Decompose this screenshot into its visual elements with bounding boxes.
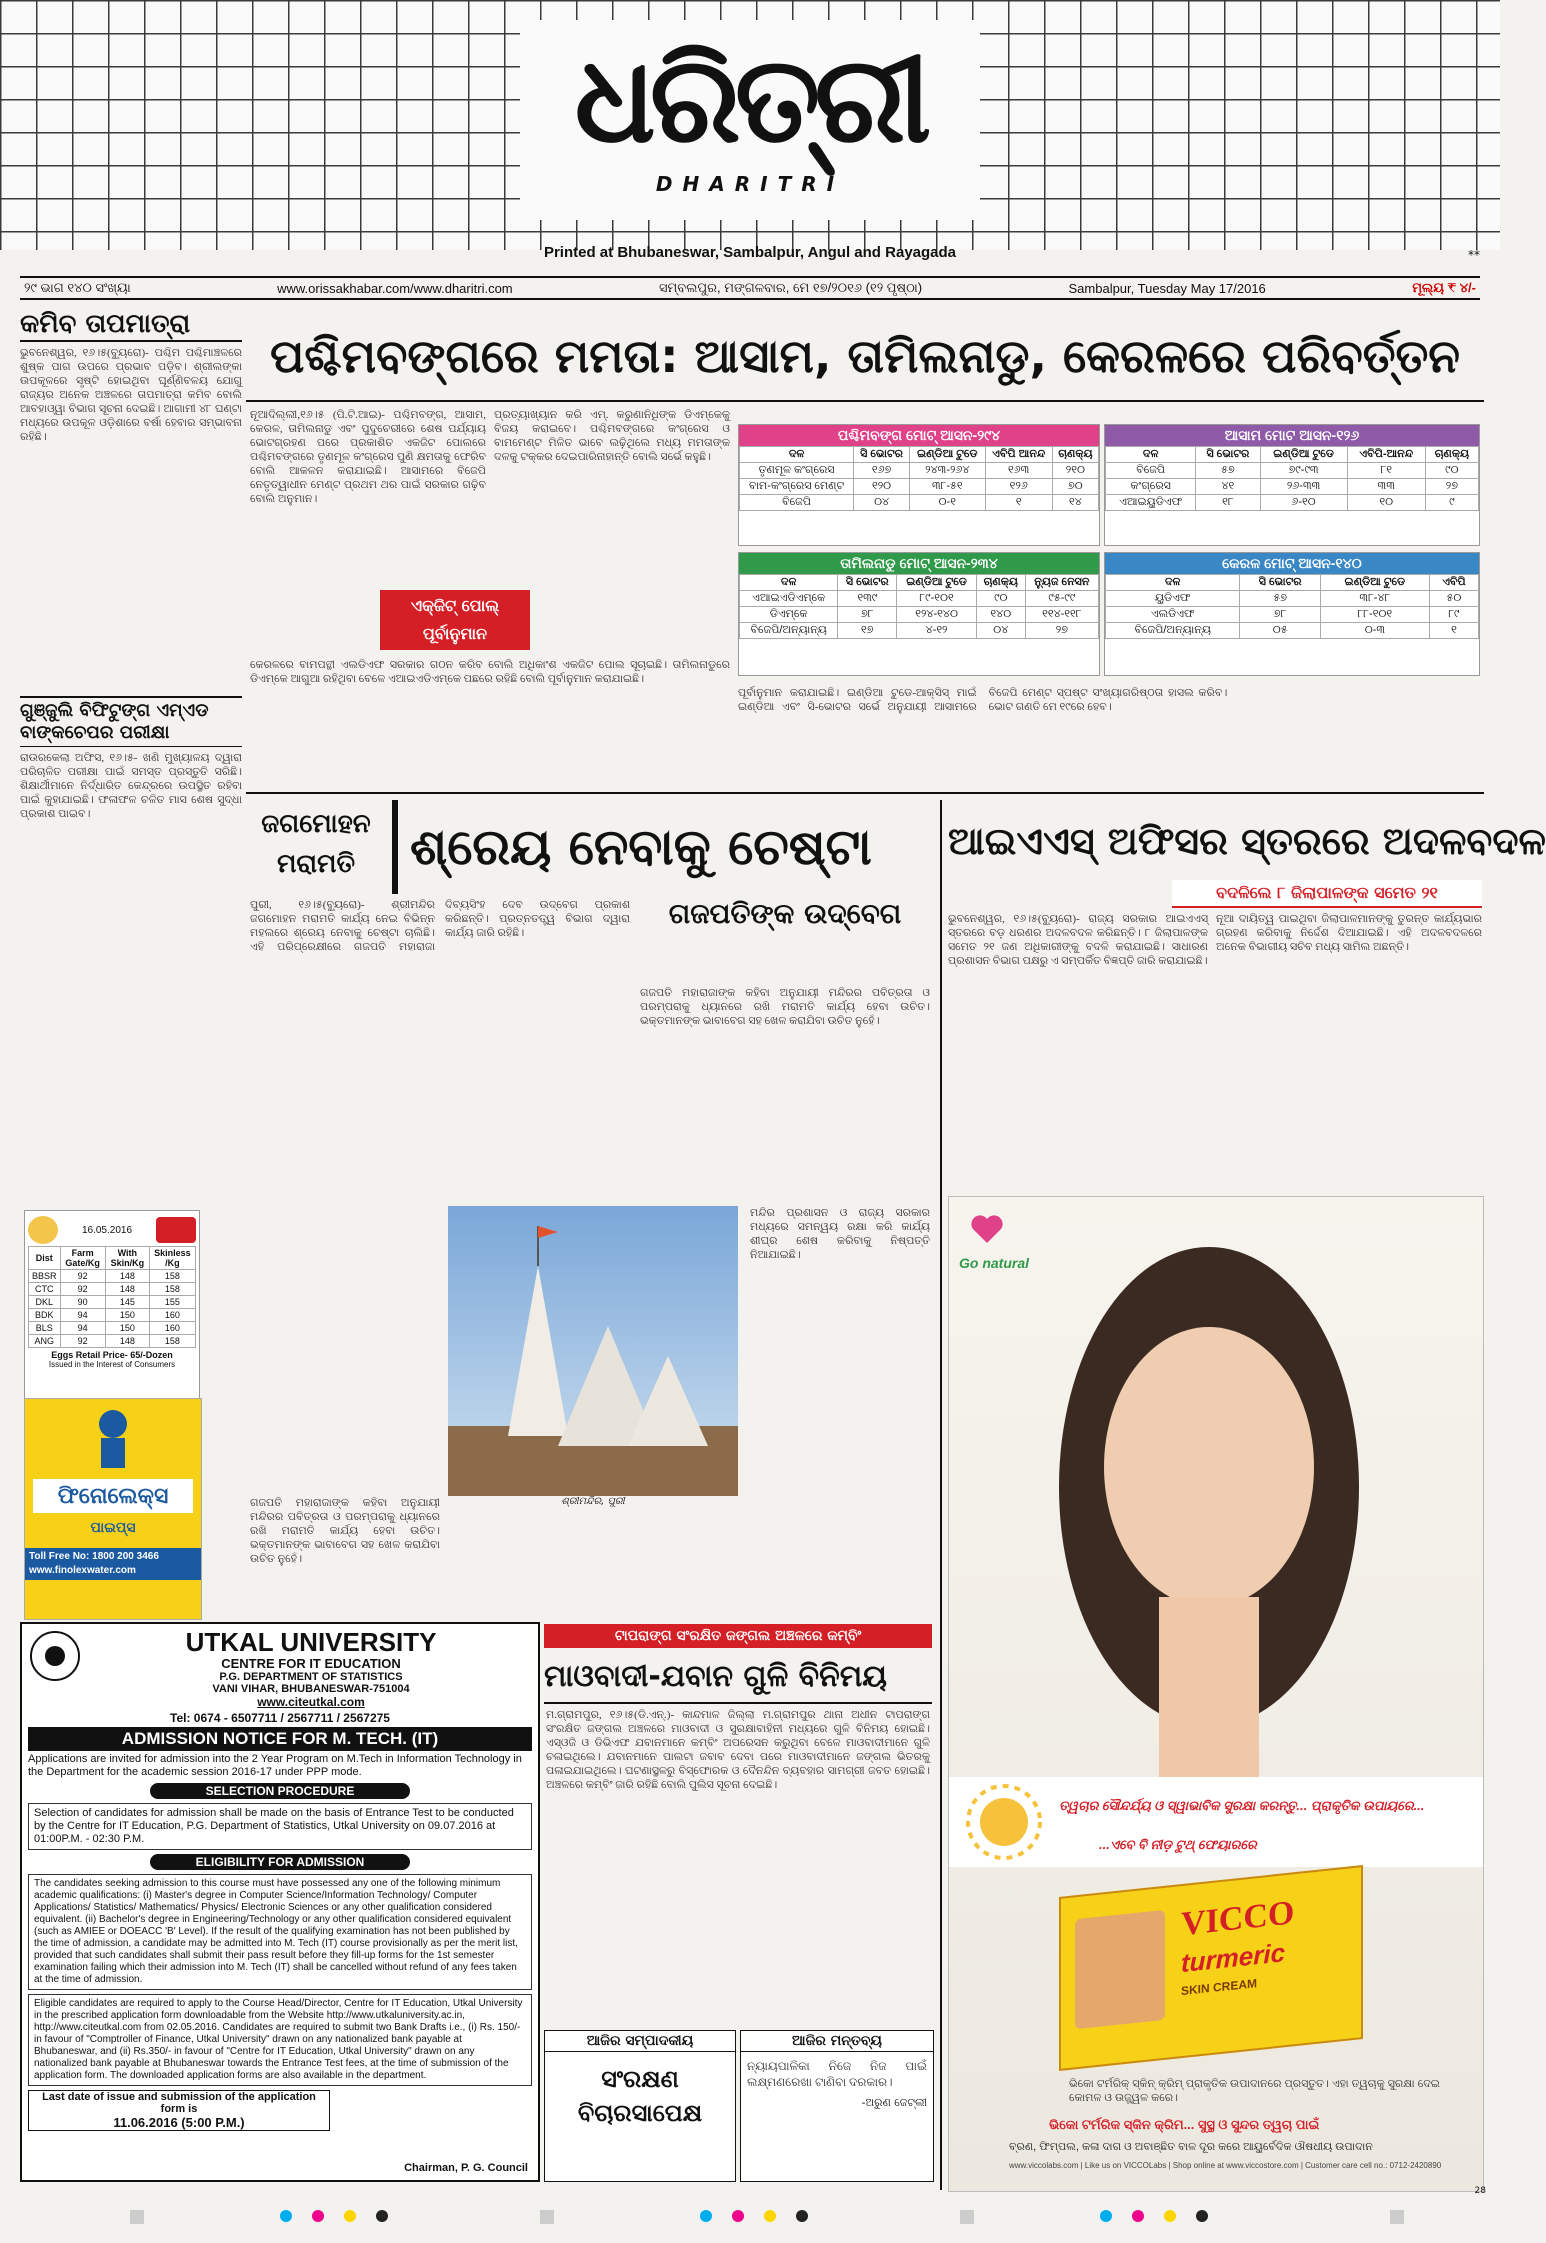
left-column bbox=[20, 308, 242, 1158]
signoff: Chairman, P. G. Council bbox=[404, 2162, 528, 2174]
kerala-table-box bbox=[1104, 552, 1480, 676]
table-cell: 148 bbox=[105, 1270, 149, 1283]
last-date-box bbox=[28, 2090, 330, 2131]
table-header-cell: With Skin/Kg bbox=[105, 1247, 149, 1270]
utkal-intro: Applications are invited for admission into the 2 Year Program on M.Tech in Information Technology in the Department for the academic session 2016-17 under PPP mode. bbox=[28, 1753, 522, 1778]
table-cell: 94 bbox=[60, 1309, 105, 1322]
table-cell: ୮୧ bbox=[1347, 463, 1425, 479]
temple-caption: ଶ୍ରୀମନ୍ଦିର, ପୁରୀ bbox=[561, 1496, 625, 1507]
exit-poll-tag: ଏକ୍ଜିଟ୍ ପୋଲ୍ ପୂର୍ବାନୁମାନ bbox=[380, 590, 530, 650]
table-header-cell: ଦଳ bbox=[740, 447, 854, 463]
last-date-label: Last date of issue and submission of the application form is bbox=[42, 2091, 316, 2115]
table-cell: BLS bbox=[29, 1322, 61, 1335]
jagannath-body-a: ପୁରୀ, ୧୬।୫(ବ୍ୟୁରୋ)- ଶ୍ରୀମନ୍ଦିର ଜଗମୋହନ ମରାମତି କାର୍ଯ୍ୟ ନେଇ ବିଭିନ୍ନ ମହଲରେ ଶ୍ରେୟ ନେବାକୁ ଚେଷ୍ଟା ଚାଲିଛି। ଏହି ପରିପ୍ରେକ୍ଷୀରେ ଗଜପତି ମହାରାଜା ଦିବ୍ୟସିଂହ ଦେବ ଉଦ୍‌ବେଗ ପ୍ରକାଶ କରିଛନ୍ତି। ପ୍ରତ୍ନତତ୍ତ୍ୱ ବିଭାଗ ଦ୍ୱାରା କାର୍ଯ୍ୟ ଜାରି ରହିଛି। bbox=[250, 899, 630, 953]
edition-stars: ** bbox=[1468, 248, 1480, 262]
kerala-total: ମୋଟ୍ ଆସନ-୧୪୦ bbox=[1264, 555, 1362, 571]
university-seal-icon bbox=[28, 1628, 82, 1688]
table-cell: ୧୩୯ bbox=[838, 591, 897, 607]
table-cell: ୫୭ bbox=[1196, 463, 1260, 479]
wb-table-box bbox=[738, 424, 1100, 546]
column-divider bbox=[940, 800, 942, 2190]
table-cell: କଂଗ୍ରେସ bbox=[1106, 479, 1196, 495]
egg-retail: Eggs Retail Price- 65/-Dozen bbox=[51, 1350, 173, 1360]
table-cell: ୨୪୩-୨୬୪ bbox=[909, 463, 985, 479]
table-header-cell: Skinless /Kg bbox=[149, 1247, 195, 1270]
table-cell: CTC bbox=[29, 1283, 61, 1296]
table-header-cell: ଚାଣକ୍ୟ bbox=[976, 575, 1025, 591]
selection-text: Selection of candidates for admission shall be made on the basis of Entrance Test to be conducted by the Centre for IT Education, P.G. Department of Statistics, Utkal University on 09.07.2016 at 01:00P.M. - 02:30 P.M. bbox=[28, 1803, 532, 1850]
table-cell: ୧୨୪-୧୪୦ bbox=[897, 607, 977, 623]
table-header-cell: ଦଳ bbox=[740, 575, 838, 591]
eligibility-title: ELIGIBILITY FOR ADMISSION bbox=[150, 1854, 410, 1870]
table-cell: ୧୪୦ bbox=[976, 607, 1025, 623]
wb-table-header bbox=[739, 425, 1099, 446]
table-row bbox=[740, 591, 1099, 607]
table-cell: ୪୧ bbox=[1196, 479, 1260, 495]
table-header-cell: ସି ଭୋଟର bbox=[1240, 575, 1320, 591]
table-cell: ୦୫ bbox=[1240, 623, 1320, 639]
temple-icon bbox=[448, 1206, 738, 1496]
egg-date: 16.05.2016 bbox=[81, 1224, 133, 1236]
table-cell: ୧୬୩ bbox=[985, 463, 1052, 479]
wb-total: ମୋଟ୍ ଆସନ-୨୯୪ bbox=[905, 427, 1001, 443]
table-cell: ବିଜେପି bbox=[740, 495, 854, 511]
assam-table bbox=[1105, 446, 1479, 511]
lead-body-a: ନୂଆଦିଲ୍ଲୀ,୧୬।୫ (ପି.ଟି.ଆଇ)- ପଶ୍ଚିମବଙ୍ଗ, ଆସାମ, କେରଳ, ତାମିଲନାଡୁ ଏବଂ ପୁଦୁଚେରୀରେ ଶେଷ ପର୍ଯ୍ୟାୟ ଭୋଟଗ୍ରହଣ ପରେ ପ୍ରକାଶିତ ଏକଜିଟ ପୋଲରେ ପଶ୍ଚିମବଙ୍ଗରେ ତୃଣମୂଳ କଂଗ୍ରେସ ପୁଣି କ୍ଷମତାକୁ ଫେରିବ ବୋଲି ଆକଳନ କରାଯାଇଛି। ଆସାମରେ ବିଜେପି ନେତୃତ୍ୱାଧୀନ ମେଣ୍ଟ ପ୍ରଥମ ଥର ପାଇଁ ସରକାର ଗଢ଼ିବ ବୋଲି ଅନୁମାନ। bbox=[250, 409, 486, 505]
side-label-2: ମରାମତି bbox=[276, 849, 356, 879]
table-cell: ୮୮-୧୦୧ bbox=[1320, 607, 1429, 623]
table-cell: 150 bbox=[105, 1309, 149, 1322]
assam-total: ମୋଟ ଆସନ-୧୨୬ bbox=[1264, 427, 1360, 443]
tn-title: ତାମିଲନାଡୁ bbox=[840, 555, 896, 571]
finolex-brand: ଫିନୋଲେକ୍ସ bbox=[33, 1479, 193, 1513]
volume: ୨୯ ଭାଗ ୧୪୦ ସଂଖ୍ୟା bbox=[24, 280, 131, 295]
vicco-go-natural: Go natural bbox=[959, 1255, 1030, 1271]
table-cell: ୨୭ bbox=[1425, 479, 1478, 495]
table-cell: ୭୮ bbox=[1240, 607, 1320, 623]
table-cell: ଏଆଇୟୁଡିଏଫ bbox=[1106, 495, 1196, 511]
last-date: 11.06.2016 (5:00 P.M.) bbox=[113, 2115, 245, 2130]
egg-table bbox=[28, 1246, 196, 1348]
table-cell: ୫୦ bbox=[1429, 591, 1478, 607]
ias-body-b: ନୂଆ ଦାୟିତ୍ୱ ପାଇଥିବା ଜିଲାପାଳମାନଙ୍କୁ ତୁରନ୍ତ କାର୍ଯ୍ୟଭାର ଗ୍ରହଣ କରିବାକୁ ନିର୍ଦ୍ଦେଶ ଦିଆଯାଇଛି। ଏହି ଅଦଳବଦଳରେ ଅନେକ ବିଭାଗୀୟ ସଚିବ ମଧ୍ୟ ସାମିଲ ଅଛନ୍ତି। bbox=[1216, 913, 1482, 953]
reg-dots-icon bbox=[1100, 2210, 1208, 2222]
reg-dots-icon bbox=[700, 2210, 808, 2222]
table-cell: ୧୨୦ bbox=[854, 479, 910, 495]
tn-table-header bbox=[739, 553, 1099, 574]
table-row bbox=[29, 1296, 196, 1309]
table-cell: ୧ bbox=[1429, 623, 1478, 639]
left-body-1: ଭୁବନେଶ୍ୱର, ୧୬।୫(ବ୍ୟୁରୋ)- ପଶ୍ଚିମ ପଶ୍ଚିମାଞ୍ଚଳରେ ଶୁଷ୍କ ପାଗ ଉପରେ ପ୍ରଭାବ ପଡ଼ିବ। ଶ୍ରୀଲଙ୍କା ଉପକୂଳରେ ସୃଷ୍ଟି ହୋଇଥିବା ଘୂର୍ଣ୍ଣିବଳୟ ଯୋଗୁ ରାଜ୍ୟର ଅନେକ ଅଞ୍ଚଳରେ ତାପମାତ୍ରା କମିବ ବୋଲି ଆବହାଓ୍ୱା ବିଭାଗ ସୂଚନା ଦେଇଛି। ଆଗାମୀ ୪୮ ଘଣ୍ଟା ମଧ୍ୟରେ ଉପକୂଳ ଓଡ଼ିଶାରେ ବର୍ଷା ହେବାର ସମ୍ଭାବନା ରହିଛି। bbox=[20, 347, 242, 443]
table-header-cell: ଦଳ bbox=[1106, 575, 1240, 591]
table-cell: ୧୭ bbox=[838, 623, 897, 639]
table-row bbox=[29, 1322, 196, 1335]
table-row bbox=[1106, 495, 1479, 511]
table-cell: ବିଜେପି/ଅନ୍ୟାନ୍ୟ bbox=[740, 623, 838, 639]
venkys-logo-icon bbox=[156, 1217, 196, 1243]
tn-total: ମୋଟ୍ ଆସନ-୨୩୪ bbox=[899, 555, 998, 571]
lead-body-b: ପ୍ରତ୍ୟାଖ୍ୟାନ କରି ଏମ୍. କରୁଣାନିଧିଙ୍କ ଡିଏମ୍‌କେକୁ ବିଜୟ କରାଇବେ। ପଶ୍ଚିମବଙ୍ଗରେ କଂଗ୍ରେସ ଓ ବାମମେଣ୍ଟ ମିଳିତ ଭାବେ ଲଢ଼ିଥିଲେ ମଧ୍ୟ ମମତାଙ୍କ ଦଳକୁ ଟକ୍କର ଦେଇପାରିନାହାନ୍ତି ବୋଲି ସର୍ଭେ କହୁଛି। bbox=[494, 409, 730, 463]
table-cell: 160 bbox=[149, 1309, 195, 1322]
table-cell: ୯୫-୯୯ bbox=[1025, 591, 1098, 607]
reg-square-icon bbox=[1390, 2210, 1404, 2224]
table-cell: ୭୮ bbox=[838, 607, 897, 623]
date-odia: ସମ୍ବଲପୁର, ମଙ୍ଗଳବାର, ମେ ୧୭/୨୦୧୬ (୧୨ ପୃଷ୍ଠା) bbox=[659, 280, 923, 295]
egg-issued: Issued in the Interest of Consumers bbox=[48, 1360, 176, 1369]
finolex-toll: Toll Free No: 1800 200 3466 bbox=[25, 1548, 201, 1565]
editorial-label: ଆଜିର ସମ୍ପାଦକୀୟ bbox=[545, 2031, 735, 2052]
table-header-cell: ସି ଭୋଟର bbox=[838, 575, 897, 591]
table-cell: ତୃଣମୂଳ କଂଗ୍ରେସ bbox=[740, 463, 854, 479]
table-cell: ୯୦ bbox=[1425, 463, 1478, 479]
registration-strip bbox=[0, 2186, 1500, 2240]
table-row bbox=[740, 463, 1099, 479]
table-row bbox=[29, 1335, 196, 1348]
comment-author: -ଅରୁଣ ଜେଟ୍‌ଲୀ bbox=[861, 2096, 927, 2109]
maoist-tag: ଟାପରାଙ୍ଗ ସଂରକ୍ଷିତ ଜଙ୍ଗଲ ଅଞ୍ଚଳରେ କମ୍ବିଂ bbox=[544, 1624, 932, 1648]
table-header-cell: ନ୍ୟୁଜ ନେସନ bbox=[1025, 575, 1098, 591]
table-header-cell: ଏବିପି bbox=[1429, 575, 1478, 591]
selection-title: SELECTION PROCEDURE bbox=[150, 1783, 410, 1799]
vicco-product-sub: turmeric bbox=[1181, 1937, 1286, 1979]
table-cell: ୦-୧ bbox=[909, 495, 985, 511]
table-header-cell: Dist bbox=[29, 1247, 61, 1270]
utkal-web[interactable]: www.citeutkal.com bbox=[257, 1695, 365, 1709]
table-cell: ୩୩ bbox=[1347, 479, 1425, 495]
table-header-cell: ଦଳ bbox=[1106, 447, 1196, 463]
table-row bbox=[740, 623, 1099, 639]
table-cell: ୭୯-୯୩ bbox=[1260, 463, 1347, 479]
masthead bbox=[520, 20, 980, 220]
lead-headline: ପଶ୍ଚିମବଙ୍ଗରେ ମମତା: ଆସାମ, ତାମିଲନାଡୁ, କେରଳରେ ପରିବର୍ତ୍ତନ bbox=[270, 329, 1460, 383]
finolex-web[interactable]: www.finolexwater.com bbox=[25, 1565, 201, 1580]
table-cell: ଏଲଡିଏଫ bbox=[1106, 607, 1240, 623]
centre-name: CENTRE FOR IT EDUCATION bbox=[221, 1656, 401, 1671]
table-cell: 92 bbox=[60, 1283, 105, 1296]
tn-table bbox=[739, 574, 1099, 639]
table-row bbox=[1106, 591, 1479, 607]
table-cell: 158 bbox=[149, 1270, 195, 1283]
finolex-ad[interactable] bbox=[24, 1398, 202, 1620]
jagannath-headline: ଶ୍ରେୟ ନେବାକୁ ଚେଷ୍ଟା bbox=[392, 800, 950, 894]
eligibility-text: The candidates seeking admission to this course must have possessed any one of the following minimum academic qualifications: (i) Master's degree in Computer Science/Information Technology/ Computer Applications/ Statistics/ Mathematics/ Physics/ Electronic Sciences or any other qualification considered equivalent. (ii) Bachelor's degree in Engineering/Technology or any other qualification considered equivalent (such as AMIEE or DOEACC 'B' Level). If the result of the qualifying examination has not been published by the time of admission, a candidate may be admitted into M. Tech (IT) course provisionally as per the merit list, provided that such candidates shall submit their pass result before they fill-up forms for the 1st semester examination failing which their admission into M. Tech (IT) shall be cancelled without refund of any fees taken at the time of admission. bbox=[28, 1874, 532, 1990]
price: ମୂଲ୍ୟ ₹ ୪/- bbox=[1412, 280, 1476, 295]
vicco-headline-2: ...ଏବେ ବି ନୀଡ଼ ଟୁଥ୍ ଫେୟାରରେ bbox=[1099, 1837, 1257, 1852]
table-cell: BDK bbox=[29, 1309, 61, 1322]
editorial-box bbox=[544, 2030, 736, 2182]
lead-bottom-rule bbox=[246, 792, 1484, 794]
assam-table-header bbox=[1105, 425, 1479, 446]
ias-headline: ଆଇଏଏସ୍ ଅଫିସର ସ୍ତରରେ ଅଦଳବଦଳ bbox=[948, 819, 1546, 863]
table-row bbox=[1106, 623, 1479, 639]
table-cell: ୩୮-୫୧ bbox=[909, 479, 985, 495]
comment-label: ଆଜିର ମନ୍ତବ୍ୟ bbox=[741, 2031, 933, 2052]
table-cell: 145 bbox=[105, 1296, 149, 1309]
table-cell: ANG bbox=[29, 1335, 61, 1348]
reg-dots-icon bbox=[280, 2210, 388, 2222]
reg-square-icon bbox=[960, 2210, 974, 2224]
kerala-table-header bbox=[1105, 553, 1479, 574]
utkal-ad bbox=[20, 1622, 540, 2182]
table-cell: ୧୬୭ bbox=[854, 463, 910, 479]
table-cell: 148 bbox=[105, 1335, 149, 1348]
assam-table-box bbox=[1104, 424, 1480, 546]
table-cell: ୦୪ bbox=[976, 623, 1025, 639]
reg-square-icon bbox=[540, 2210, 554, 2224]
vicco-product: VICCO bbox=[1181, 1894, 1295, 1944]
utkal-tel: Tel: 0674 - 6507711 / 2567711 / 2567275 bbox=[170, 1711, 390, 1725]
table-row bbox=[1106, 463, 1479, 479]
table-row bbox=[29, 1283, 196, 1296]
table-cell: 92 bbox=[60, 1335, 105, 1348]
dept-name: P.G. DEPARTMENT OF STATISTICS bbox=[219, 1671, 403, 1683]
table-cell: 92 bbox=[60, 1270, 105, 1283]
university-name: UTKAL UNIVERSITY bbox=[185, 1627, 437, 1657]
table-header-cell: ଇଣ୍ଡିଆ ଟୁଡେ bbox=[1320, 575, 1429, 591]
left-headline-2: ଗୁଞ୍ଜୁଲି ବିଫିଟୁଙ୍ଗ ଏମ୍ଏଡ ବାଙ୍କଚେପର ପରୀକ୍ଷା bbox=[20, 696, 242, 747]
tn-table-box bbox=[738, 552, 1100, 676]
jagannath-tail: ଗଜପତି ମହାରାଜାଙ୍କ କହିବା ଅନୁଯାୟୀ ମନ୍ଦିରର ପବିତ୍ରତା ଓ ପରମ୍ପରାକୁ ଧ୍ୟାନରେ ରଖି ମରାମତି କାର୍ଯ୍ୟ ହେବା ଉଚିତ। ଭକ୍ତମାନଙ୍କ ଭାବାବେଗ ସହ ଖେଳ କରାଯିବା ଉଚିତ ନୁହେଁ। bbox=[250, 1497, 440, 1565]
table-cell: ୦-୩ bbox=[1320, 623, 1429, 639]
maoist-headline: ମାଓବାଦୀ-ଯବାନ ଗୁଳି ବିନିମୟ bbox=[544, 1652, 932, 1704]
table-cell: 160 bbox=[149, 1322, 195, 1335]
apply-text: Eligible candidates are required to apply to the Course Head/Director, Centre for IT Education, Utkal University in the prescribed application form downloadable from the Website http://www.utkaluniversity.ac.in, http://www.citeutkal.com from 02.05.2016. Candidates are required to submit two Bank Drafts i.e., (i) Rs. 150/- in favour of "Comptroller of Finance, Utkal University" drawn on any nationalized bank payable at Bhubaneswar, and (ii) Rs.350/- in favour of "Centre for IT Education, Utkal University" drawn on any nationalized bank payable at Bhubaneswar towards the Entrance Test fees, at the time of submission of the application form. The downloaded application forms are also available in the department. bbox=[28, 1994, 532, 2086]
egg-price-box bbox=[24, 1210, 200, 1400]
table-cell: ୧୪ bbox=[1052, 495, 1098, 511]
product-face-icon bbox=[1075, 1910, 1165, 2029]
table-cell: ୬-୧୦ bbox=[1260, 495, 1347, 511]
table-row bbox=[740, 607, 1099, 623]
left-headline-1: କମିବ ତାପମାତ୍ରା bbox=[20, 308, 242, 342]
table-header-cell: ଏବିପି ଆନନ୍ଦ bbox=[985, 447, 1052, 463]
ias-subhead: ବଦଳିଲେ ୮ ଜିଲାପାଳଙ୍କ ସମେତ ୨୧ bbox=[1172, 880, 1482, 908]
ias-body-a: ଭୁବନେଶ୍ୱର, ୧୬।୫(ବ୍ୟୁରୋ)- ରାଜ୍ୟ ସରକାର ଆଇଏଏସ୍ ସ୍ତରରେ ବଡ଼ ଧରଣର ଅଦଳବଦଳ କରିଛନ୍ତି। ୮ ଜିଲାପାଳଙ୍କ ସମେତ ୨୧ ଜଣ ଅଧିକାରୀଙ୍କୁ ବଦଳି କରାଯାଇଛି। ସାଧାରଣ ପ୍ରଶାସନ ବିଭାଗ ପକ୍ଷରୁ ଏ ସମ୍ପର୍କିତ ବିଜ୍ଞପ୍ତି ଜାରି କରାଯାଇଛି। bbox=[948, 913, 1208, 967]
mascot-icon bbox=[83, 1404, 143, 1474]
table-cell: ୩୮-୪୮ bbox=[1320, 591, 1429, 607]
table-row bbox=[29, 1309, 196, 1322]
table-header-cell: ଏବିପି-ଆନନ୍ଦ bbox=[1347, 447, 1425, 463]
table-cell: BBSR bbox=[29, 1270, 61, 1283]
side-label-1: ଜଗମୋହନ bbox=[261, 809, 371, 839]
table-header-cell: ଇଣ୍ଡିଆ ଟୁଡେ bbox=[897, 575, 977, 591]
table-row bbox=[29, 1270, 196, 1283]
jagannath-subhead: ଗଜପତିଙ୍କ ଉଦ୍‌ବେଗ bbox=[668, 897, 902, 930]
necc-logo-icon bbox=[28, 1216, 58, 1244]
table-header-cell: ସି ଭୋଟର bbox=[854, 447, 910, 463]
reg-square-icon bbox=[130, 2210, 144, 2224]
vicco-body: ଭିକୋ ଟର୍ମରିକ୍ ସ୍କିନ୍ କ୍ରିମ୍ ପ୍ରାକୃତିକ ଉପାଦାନରେ ପ୍ରସ୍ତୁତ। ଏହା ତ୍ୱଚାକୁ ସୁରକ୍ଷା ଦେଇ କୋମଳ ଓ ଉଜ୍ଜ୍ୱଳ କରେ। bbox=[1069, 2078, 1440, 2104]
vicco-footer: ବ୍ରଣ, ଫିମ୍ପଲ, କଳା ଦାଗ ଓ ଅବାଞ୍ଛିତ ବାଳ ଦୂର କରେ ଆୟୁର୍ବେଦିକ ଔଷଧୀୟ ଉପାଦାନ bbox=[1009, 2141, 1373, 2153]
left-body-2: ରାଉରକେଲା ଅଫିସ, ୧୬।୫- ଖଣି ମୁଖ୍ୟାଳୟ ଦ୍ୱାରା ପରିଚାଳିତ ପରୀକ୍ଷା ପାଇଁ ସମସ୍ତ ପ୍ରସ୍ତୁତି ସରିଛି। ଶିକ୍ଷାର୍ଥୀମାନେ ନିର୍ଦ୍ଧାରିତ କେନ୍ଦ୍ରରେ ଉପସ୍ଥିତ ରହିବା ପାଇଁ କୁହାଯାଇଛି। ଫଳାଫଳ ଚଳିତ ମାସ ଶେଷ ସୁଦ୍ଧା ପ୍ରକାଶ ପାଇବ। bbox=[20, 752, 242, 820]
kerala-table bbox=[1105, 574, 1479, 639]
table-cell: ୭୦ bbox=[1052, 479, 1098, 495]
table-header-cell: Farm Gate/Kg bbox=[60, 1247, 105, 1270]
table-cell: DKL bbox=[29, 1296, 61, 1309]
vicco-headline-1: ତ୍ୱଚାର ସୌନ୍ଦର୍ଯ୍ୟ ଓ ସ୍ୱାଭାବିକ ସୁରକ୍ଷା କରନ୍ତୁ... ପ୍ରାକୃତିକ ଉପାୟରେ... bbox=[1059, 1798, 1425, 1813]
editorial-text: ସଂରକ୍ଷଣ ବିଚାରସାପେକ୍ଷ bbox=[577, 2065, 703, 2127]
printed-at: Printed at Bhubaneswar, Sambalpur, Angul and Rayagada bbox=[543, 244, 957, 261]
lead-body-d: ପୂର୍ବାନୁମାନ କରାଯାଇଛି। ଇଣ୍ଡିଆ ଟୁଡେ-ଆକ୍ସିସ୍ ମାଇଁ ଇଣ୍ଡିଆ ଏବଂ ସି-ଭୋଟର ସର୍ଭେ ଅନୁଯାୟୀ ଆସାମରେ ବିଜେପି ମେଣ୍ଟ ସ୍ପଷ୍ଟ ସଂଖ୍ୟାଗରିଷ୍ଠତା ହାସଲ କରିବ। ଭୋଟ ଗଣତି ମେ ୧୯ରେ ହେବ। bbox=[738, 687, 1228, 713]
jagannath-body-c: ମନ୍ଦିର ପ୍ରଶାସନ ଓ ରାଜ୍ୟ ସରକାର ମଧ୍ୟରେ ସମନ୍ୱୟ ରକ୍ଷା କରି କାର୍ଯ୍ୟ ଶୀଘ୍ର ଶେଷ କରିବାକୁ ନିଷ୍ପତ୍ତି ନିଆଯାଇଛି। bbox=[750, 1207, 930, 1261]
table-cell: ୨୬-୩୩ bbox=[1260, 479, 1347, 495]
table-row bbox=[740, 495, 1099, 511]
table-header-cell: ଚାଣକ୍ୟ bbox=[1052, 447, 1098, 463]
table-row bbox=[1106, 479, 1479, 495]
vicco-product-box bbox=[1059, 1865, 1363, 2071]
table-cell: ୧୮ bbox=[1196, 495, 1260, 511]
table-cell: 90 bbox=[60, 1296, 105, 1309]
table-cell: ୨୧୦ bbox=[1052, 463, 1098, 479]
table-cell: ୦୪ bbox=[854, 495, 910, 511]
vicco-product-tag: SKIN CREAM bbox=[1181, 1976, 1258, 1999]
table-cell: 148 bbox=[105, 1283, 149, 1296]
table-cell: 158 bbox=[149, 1283, 195, 1296]
table-header-cell: ସି ଭୋଟର bbox=[1196, 447, 1260, 463]
website[interactable]: www.orissakhabar.com/www.dharitri.com bbox=[277, 280, 513, 296]
wb-title: ପଶ୍ଚିମବଙ୍ଗ bbox=[837, 427, 903, 443]
table-cell: 155 bbox=[149, 1296, 195, 1309]
table-cell: ଏଆଇଏଡିଏମ୍‌କେ bbox=[740, 591, 838, 607]
comment-box bbox=[740, 2030, 934, 2182]
assam-title: ଆସାମ bbox=[1224, 427, 1262, 443]
table-row bbox=[740, 479, 1099, 495]
vicco-slogan: ଭିକୋ ଟର୍ମରିକ ସ୍କିନ କ୍ରିମ... ସୁସ୍ଥ ଓ ସୁନ୍ଦର ତ୍ୱଚା ପାଇଁ bbox=[1049, 2117, 1320, 2132]
page-number: 28 bbox=[1474, 2186, 1486, 2196]
table-cell: ୧୦ bbox=[1347, 495, 1425, 511]
sun-icon bbox=[959, 1777, 1049, 1867]
vicco-web[interactable]: www.viccolabs.com | Like us on VICCOLabs | Shop online at www.viccostore.com | Customer care cell no.: 0712-2420890 bbox=[1009, 2161, 1442, 2170]
lead-body-c: କେରଳରେ ବାମପନ୍ଥୀ ଏଲଡିଏଫ ସରକାର ଗଠନ କରିବ ବୋଲି ଅଧିକାଂଶ ଏକଜିଟ ପୋଲ ସୂଚାଇଛି। ତାମିଲନାଡୁରେ ଡିଏମ୍‌କେ ଆଗୁଆ ରହିଥିବା ବେଳେ ଏଆଇଏଡିଏମ୍‌କେ ପଛରେ ରହିଛି ବୋଲି ପୂର୍ବାନୁମାନ କରାଯାଇଛି। bbox=[250, 659, 730, 685]
finolex-tagline: ପାଇପ୍ସ bbox=[90, 1519, 136, 1535]
table-cell: 158 bbox=[149, 1335, 195, 1348]
address: VANI VIHAR, BHUBANESWAR-751004 bbox=[212, 1683, 410, 1695]
table-cell: ୫୭ bbox=[1240, 591, 1320, 607]
maoist-body: ମ.ଗ୍ରାମପୁର, ୧୬।୫(ଡି.ଏନ୍.)- କାନ୍ଦମାଳ ଜିଲ୍ଲା ମ.ଗ୍ରାମପୁର ଥାନା ଅଧୀନ ଟାପରାଙ୍ଗ ସଂରକ୍ଷିତ ଜଙ୍ଗଲ ଅଞ୍ଚଳରେ ମାଓବାଦୀ ଓ ସୁରକ୍ଷାବାହିନୀ ମଧ୍ୟରେ ଗୁଳି ବିନିମୟ ହୋଇଛି। ଏସ୍‌ଓଜି ଓ ଡିଭିଏଫ ଯବାନମାନେ କମ୍ବିଂ ଅପରେସନ କରୁଥିବା ବେଳେ ମାଓବାଦୀମାନେ ଗୁଳି ଚଳାଇଥିଲେ। ଯବାନମାନେ ପାଲଟା ଜବାବ ଦେବା ପରେ ମାଓବାଦୀମାନେ ଜଙ୍ଗଲ ଭିତରକୁ ପଳାଇଯାଇଥିଲେ। ଘଟଣାସ୍ଥଳରୁ ବିସ୍ଫୋରକ ଓ ଦୈନନ୍ଦିନ ବ୍ୟବହାର ସାମଗ୍ରୀ ଜବତ ହୋଇଛି। ଅଞ୍ଚଳରେ କମ୍ବିଂ ଜାରି ରହିଛି ବୋଲି ପୁଲିସ ସୂଚନା ଦେଇଛି। bbox=[546, 1709, 930, 1791]
kerala-title: କେରଳ bbox=[1222, 555, 1261, 571]
table-cell: ଡିଏମ୍‌କେ bbox=[740, 607, 838, 623]
jagannath-side-label bbox=[246, 804, 386, 884]
table-cell: ୨୭ bbox=[1025, 623, 1098, 639]
table-cell: ୧୧୪-୧୧୮ bbox=[1025, 607, 1098, 623]
jagannath-body-b: ଗଜପତି ମହାରାଜାଙ୍କ କହିବା ଅନୁଯାୟୀ ମନ୍ଦିରର ପବିତ୍ରତା ଓ ପରମ୍ପରାକୁ ଧ୍ୟାନରେ ରଖି ମରାମତି କାର୍ଯ୍ୟ ହେବା ଉଚିତ। ଭକ୍ତମାନଙ୍କ ଭାବାବେଗ ସହ ଖେଳ କରାଯିବା ଉଚିତ ନୁହେଁ। bbox=[640, 987, 930, 1027]
vicco-ad[interactable] bbox=[948, 1196, 1484, 2192]
table-cell: ୮୯ bbox=[1429, 607, 1478, 623]
table-cell: ୧ bbox=[985, 495, 1052, 511]
info-bar bbox=[20, 276, 1480, 300]
table-cell: ୪-୧୨ bbox=[897, 623, 977, 639]
vicco-heart-icon bbox=[967, 1209, 1007, 1249]
table-cell: ବିଜେପି/ଅନ୍ୟାନ୍ୟ bbox=[1106, 623, 1240, 639]
table-cell: ବାମ-କଂଗ୍ରେସ ମେଣ୍ଟ bbox=[740, 479, 854, 495]
table-row bbox=[1106, 607, 1479, 623]
table-cell: ୧୨୬ bbox=[985, 479, 1052, 495]
table-cell: ୯୦ bbox=[976, 591, 1025, 607]
table-cell: ୯ bbox=[1425, 495, 1478, 511]
date-english: Sambalpur, Tuesday May 17/2016 bbox=[1068, 280, 1266, 296]
table-cell: ୮୯-୧୦୧ bbox=[897, 591, 977, 607]
masthead-subtitle: DHARITRI bbox=[655, 172, 845, 196]
table-cell: 150 bbox=[105, 1322, 149, 1335]
table-header-cell: ଇଣ୍ଡିଆ ଟୁଡେ bbox=[1260, 447, 1347, 463]
model-photo bbox=[1029, 1227, 1389, 1787]
table-header-cell: ଚାଣକ୍ୟ bbox=[1425, 447, 1478, 463]
table-header-cell: ଇଣ୍ଡିଆ ଟୁଡେ bbox=[909, 447, 985, 463]
table-cell: 94 bbox=[60, 1322, 105, 1335]
temple-photo bbox=[448, 1206, 738, 1496]
table-cell: ବିଜେପି bbox=[1106, 463, 1196, 479]
wb-table bbox=[739, 446, 1099, 511]
comment-text: ନ୍ୟାୟପାଳିକା ନିଜେ ନିଜ ପାଇଁ ଲକ୍ଷ୍ମଣରେଖା ଟାଣିବା ଦରକାର। bbox=[747, 2059, 927, 2089]
admission-notice: ADMISSION NOTICE FOR M. TECH. (IT) bbox=[28, 1727, 532, 1751]
table-cell: ୟୁଡିଏଫ bbox=[1106, 591, 1240, 607]
lead-rule bbox=[246, 400, 1484, 402]
masthead-logo: ଧରିତ୍ରୀ bbox=[574, 29, 926, 170]
